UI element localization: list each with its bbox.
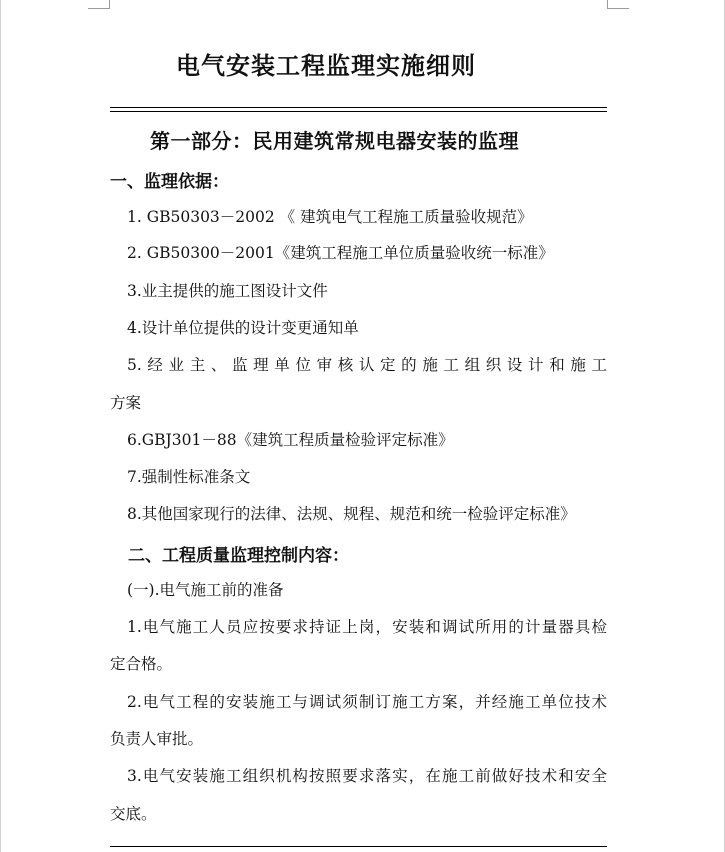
subsection-heading: (一).电气施工前的准备 (127, 581, 284, 599)
basis-item: 5.经业主、监理单位审核认定的施工组织设计和施工 (127, 356, 607, 374)
control-item: 3.电气安装施工组织机构按照要求落实，在施工前做好技术和安全 (127, 767, 607, 785)
part-heading: 第一部分：民用建筑常规电器安装的监理 (150, 129, 519, 153)
basis-item: 7.强制性标准条文 (127, 468, 251, 486)
title-rule-thick (110, 111, 607, 112)
footer-rule (110, 846, 607, 847)
corner-mark-top-right (607, 8, 629, 9)
basis-item-continuation: 方案 (110, 394, 142, 412)
control-item: 2.电气工程的安装施工与调试须制订施工方案，并经施工单位技术 (127, 693, 607, 711)
document-title: 电气安装工程监理实施细则 (176, 52, 476, 80)
corner-mark-top-left (88, 8, 110, 9)
corner-mark-top-left-vertical (109, 0, 110, 9)
basis-item: 6.GBJ301－88《建筑工程质量检验评定标准》 (127, 431, 454, 449)
control-item-continuation: 负责人审批。 (110, 730, 204, 748)
page-edge-left (0, 0, 1, 852)
corner-mark-top-right-vertical (607, 0, 608, 9)
section-heading-basis: 一、监理依据： (110, 172, 229, 192)
basis-item: 4.设计单位提供的设计变更通知单 (127, 319, 359, 337)
title-rule-thin (110, 107, 607, 108)
basis-item: 8.其他国家现行的法律、法规、规程、规范和统一检验评定标准》 (127, 505, 576, 523)
control-item-continuation: 定合格。 (110, 655, 173, 673)
control-item-continuation: 交底。 (110, 805, 157, 823)
basis-item: 1. GB50303－2002 《 建筑电气工程施工质量验收规范》 (127, 208, 533, 226)
control-item: 1.电气施工人员应按要求持证上岗，安装和调试所用的计量器具检 (127, 618, 607, 636)
section-heading-control: 二、工程质量监理控制内容： (128, 546, 349, 566)
basis-item: 3.业主提供的施工图设计文件 (127, 282, 328, 300)
basis-item: 2. GB50300－2001《建筑工程施工单位质量验收统一标准》 (127, 244, 554, 262)
